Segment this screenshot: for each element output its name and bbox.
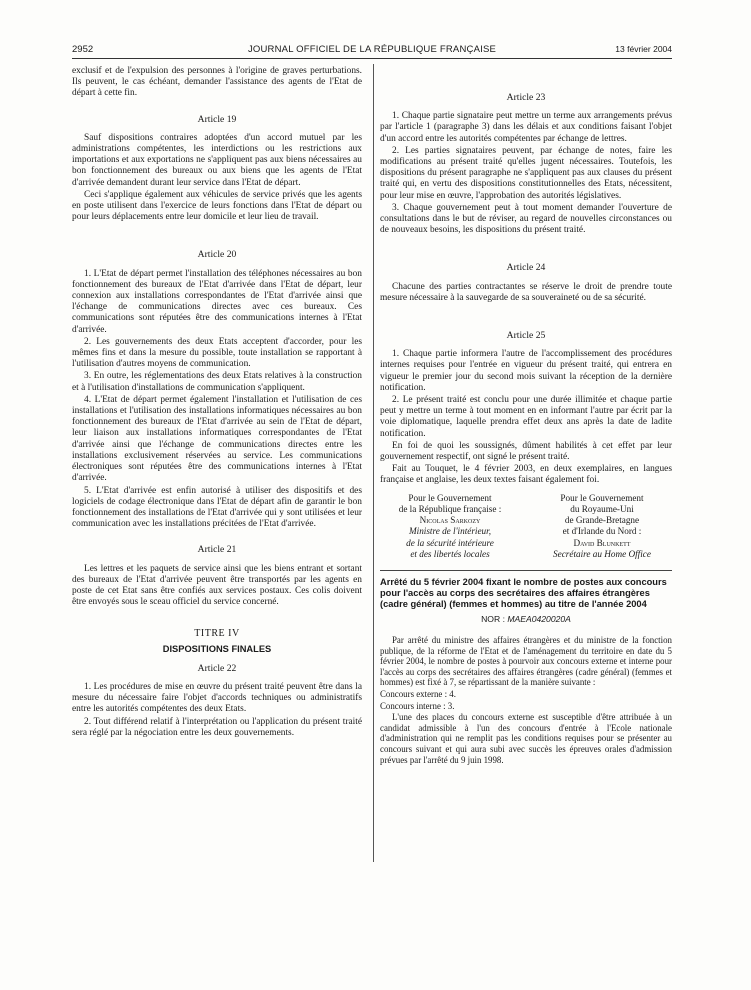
- article-24-p1: Chacune des parties contractantes se réserve le droit de prendre toute mesure nécessaire à la sauvegarde de sa souveraineté ou de sa sécurité.: [380, 281, 672, 303]
- decree-p3: Concours interne : 3.: [380, 700, 455, 711]
- article-23-p2: 2. Les parties signataires peuvent, par échange de notes, faire les modifications au présent traité qu'elles jugent nécessaires. Toutefois, les dispositions du présent paragraphe ne s'appliquent pas aux clauses du présent traité qui, en vertu des dispositions constitutionnelles des Etats, nécessitent, pour leur mise en œuvre, l'approbation des autorités législatives.: [380, 145, 672, 201]
- signatory-name-fr: Nicolas Sarkozy: [419, 515, 481, 526]
- section-divider: [380, 570, 672, 571]
- article-19-title: Article 19: [197, 113, 237, 125]
- signatory-name-uk: David Blunkett: [573, 537, 631, 548]
- decree-p4: L'une des places du concours externe est susceptible d'être attribuée à un candidat admissible à l'un des concours d'entrée à l'Ecole nationale d'administration qui ne remplit pas les conditions requises pour se présenter au concours suivant et qui aura subi avec succès les épreuves orales d'admission prévues par l'arrêté du 9 juin 1998.: [380, 712, 672, 765]
- decree-p1: Par arrêté du ministre des affaires étrangères et du ministre de la fonction publique, de la réforme de l'Etat et de l'aménagement du territoire en date du 5 février 2004, le nombre de postes à pourvoir aux concours externe et interne pour l'accès au corps des secrétaires des affaires étrangères (cadre général) (femmes et hommes) est fixé à 7, se répartissant de la manière suivante :: [380, 635, 672, 688]
- article-21-p1: Les lettres et les paquets de service ainsi que les biens entrant et sortant des bureaux de l'Etat d'arrivée peuvent être transportés par les agents en poste de cet Etat sans être confiés aux services postaux. Ces colis doivent être envoyés sous le sceau officiel du service concerné.: [72, 563, 362, 608]
- left-column: [72, 66, 362, 740]
- column-divider: [373, 64, 374, 862]
- right-column: [380, 66, 672, 766]
- article-20-p4: 4. L'Etat de départ permet également l'installation et l'utilisation de ces installations et l'utilisation des installations informatiques nécessaires au bon fonctionnement des bureaux de l'Etat d'arrivée au sein de l'Etat de départ, leur liaison aux installations informatiques correspondantes de l'Etat d'arrivée ainsi que l'échange de communications directes entre les installations exclusivement réservées au service. Les communications électroniques sont réputées être des communications internes à l'Etat d'arrivée.: [72, 394, 362, 484]
- article-19-p2: Ceci s'applique également aux véhicules de service privés que les agents en poste utilisent dans l'exercice de leurs fonctions dans l'Etat de départ ou pour leurs déplacements entre leur domicile et leur lieu de travail.: [72, 189, 362, 223]
- article-23-title: Article 23: [506, 92, 546, 103]
- issue-date: 13 février 2004: [615, 44, 672, 54]
- journal-title: JOURNAL OFFICIEL DE LA RÉPUBLIQUE FRANÇAISE: [247, 44, 497, 55]
- page-number: 2952: [72, 44, 94, 55]
- signature-uk: Pour le Gouvernement du Royaume-Uni de Grande-Bretagne et d'Irlande du Nord : David Blunkett Secrétaire au Home Office: [532, 493, 672, 560]
- article-20-p2: 2. Les gouvernements des deux Etats acceptent d'accorder, pour les mêmes fins et dans la mesure du possible, toute installation se rapportant à l'utilisation d'autres moyens de communication.: [72, 336, 362, 370]
- article-22-p1: 1. Les procédures de mise en œuvre du présent traité peuvent être dans la mesure du nécessaire faire l'objet d'accords techniques ou administratifs entre les autorités compétentes des deux Etats.: [72, 681, 362, 715]
- article-22-p2: 2. Tout différend relatif à l'interprétation ou l'application du présent traité sera réglé par la négociation entre les deux gouvernements.: [72, 716, 362, 738]
- article-24-title: Article 24: [506, 262, 546, 274]
- article-25-p4: Fait au Touquet, le 4 février 2003, en deux exemplaires, en langues française et anglaise, les deux textes faisant également foi.: [380, 464, 672, 486]
- article-20-p5: 5. L'Etat d'arrivée est enfin autorisé à utiliser des dispositifs et des logiciels de codage électronique dans l'Etat de départ afin de garantir le bon fonctionnement des installations de l'Etat d'arrivée qui y sont utilisées et leur communication avec les installations précitées de l'Etat d'arrivée.: [72, 485, 362, 530]
- article-22-title: Article 22: [197, 662, 237, 674]
- page-header: [72, 44, 672, 59]
- article-20-p3: 3. En outre, les réglementations des deux Etats relatives à la construction et à l'utilisation d'installations de communication s'appliquent.: [72, 371, 362, 393]
- decree-title: Arrêté du 5 février 2004 fixant le nombre de postes aux concours pour l'accès au corps des secrétaires des affaires étrangères (cadre général) (femmes et hommes) au titre de l'année 2004: [380, 576, 667, 609]
- article-25-p3: En foi de quoi les soussignés, dûment habilités à cet effet par leur gouvernement respectif, ont signé le présent traité.: [380, 440, 672, 463]
- intro-paragraph: exclusif et de l'expulsion des personnes à l'origine de graves perturbations. Ils peuvent, le cas échéant, demander l'assistance des agents de l'Etat de départ à cette fin.: [72, 66, 362, 99]
- nor-reference: NOR : MAEA0420020A: [481, 613, 571, 624]
- titre-subheading: DISPOSITIONS FINALES: [162, 643, 272, 654]
- decree-p2: Concours externe : 4.: [380, 689, 456, 700]
- nor-code: MAEA0420020A: [507, 613, 571, 624]
- article-20-title: Article 20: [197, 249, 237, 261]
- titre-heading: TITRE IV: [194, 628, 240, 640]
- decree-body: [380, 635, 672, 765]
- article-25-p2: 2. Le présent traité est conclu pour une durée illimitée et chaque partie peut y mettre un terme à tout moment en en informant l'autre par écrit par la voie diplomatique, laquelle prendra effet deux ans après la date de ladite notification.: [380, 395, 672, 439]
- article-21-title: Article 21: [197, 544, 237, 556]
- article-23-p1: 1. Chaque partie signataire peut mettre un terme aux arrangements prévus par l'article 1 (paragraphe 3) dans les délais et aux conditions faisant l'objet d'un accord entre les autorités compétentes par échange de lettres.: [380, 111, 672, 144]
- signature-france: Pour le Gouvernement de la République française : Nicolas Sarkozy Ministre de l'intérieur, de la sécurité intérieure et des libertés locales: [380, 493, 520, 560]
- article-23-p3: 3. Chaque gouvernement peut à tout moment demander l'ouverture de consultations dans le but de réviser, au regard de nouvelles circonstances ou de nouveaux besoins, les dispositions du présent traité.: [380, 202, 672, 236]
- signature-block: [380, 493, 672, 560]
- article-19-p1: Sauf dispositions contraires adoptées d'un accord mutuel par les administrations compétentes, les interdictions ou les restrictions aux importations et aux exportations ne s'appliquent pas aux biens nécessaires au bon fonctionnement des bureaux ou aux biens que les agents de l'Etat d'arrivée demandent durant leur service dans l'Etat de départ.: [72, 132, 362, 188]
- article-20-p1: 1. L'Etat de départ permet l'installation des téléphones nécessaires au bon fonctionnement des bureaux de l'Etat d'arrivée dans l'Etat de départ, leur connexion aux installations correspondantes de l'Etat d'arrivée ainsi que l'échange de communications directes avec ces bureaux. Ces communications sont réputées être des communications internes à l'Etat d'arrivée.: [72, 268, 362, 335]
- article-25-p1: 1. Chaque partie informera l'autre de l'accomplissement des procédures internes requises pour l'entrée en vigueur du présent traité, qui entrera en vigueur le premier jour du second mois suivant la réception de la dernière notification.: [380, 349, 672, 393]
- article-25-title: Article 25: [506, 330, 546, 342]
